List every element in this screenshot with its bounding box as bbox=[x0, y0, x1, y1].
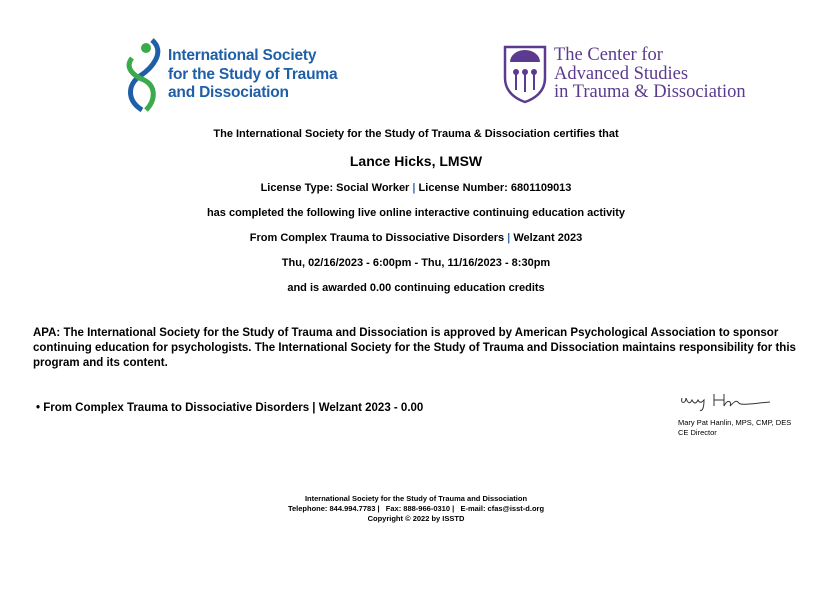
shield-keys-icon bbox=[502, 44, 548, 104]
license-line bbox=[0, 182, 832, 194]
center-logo-line: in Trauma & Dissociation bbox=[554, 82, 746, 102]
isstd-logo bbox=[122, 38, 352, 112]
apa-statement: APA: The International Society for the Study of Trauma and Dissociation is approved by American Psychological Association to sponsor continuing education for psychologists. The International Society for the Study of Trauma and Dissociation maintains responsibility for this program and its content. bbox=[33, 327, 796, 369]
activity-title: From Complex Trauma to Dissociative Disorders bbox=[249, 232, 505, 244]
footer-contact: Telephone: 844.994.7783 | Fax: 888-966-0310 | E-mail: cfas@isst-d.org bbox=[287, 504, 545, 513]
center-logo bbox=[502, 44, 772, 106]
separator: | bbox=[412, 182, 416, 194]
footer-org: International Society for the Study of Trauma and Dissociation bbox=[304, 494, 528, 503]
isstd-logo-line: for the Study of Trauma bbox=[168, 65, 338, 83]
credits-awarded: and is awarded 0.00 continuing education credits bbox=[287, 282, 545, 294]
activity-line bbox=[0, 232, 832, 244]
isstd-logo-line: International Society bbox=[168, 47, 317, 64]
footer-copyright: Copyright © 2022 by ISSTD bbox=[367, 514, 465, 523]
footer bbox=[0, 494, 832, 524]
completed-statement: has completed the following live online interactive continuing education activity bbox=[206, 207, 626, 219]
isstd-figure-icon bbox=[122, 38, 166, 112]
license-type: License Type: Social Worker bbox=[260, 182, 410, 194]
license-number: License Number: 6801109013 bbox=[418, 182, 572, 194]
signer-title: CE Director bbox=[678, 428, 717, 437]
activity-dates: Thu, 02/16/2023 - 6:00pm - Thu, 11/16/2023 - 8:30pm bbox=[281, 257, 551, 269]
isstd-logo-line: and Dissociation bbox=[168, 84, 289, 101]
signer-name: Mary Pat Hanlin, MPS, CMP, DES bbox=[678, 418, 792, 427]
center-logo-line: The Center for bbox=[554, 45, 663, 65]
certifies-statement: The International Society for the Study of Trauma & Dissociation certifies that bbox=[213, 128, 619, 140]
recipient-name: Lance Hicks, LMSW bbox=[349, 153, 483, 169]
center-logo-line: Advanced Studies bbox=[554, 63, 689, 84]
credits-list-item-text: From Complex Trauma to Dissociative Disorders | Welzant 2023 - 0.00 bbox=[43, 402, 424, 414]
signature-block bbox=[678, 418, 791, 438]
signature-image bbox=[678, 390, 778, 414]
activity-suffix: Welzant 2023 bbox=[513, 232, 583, 244]
credits-list-item: • From Complex Trauma to Dissociative Disorders | Welzant 2023 - 0.00 bbox=[36, 402, 424, 414]
separator: | bbox=[507, 232, 511, 244]
